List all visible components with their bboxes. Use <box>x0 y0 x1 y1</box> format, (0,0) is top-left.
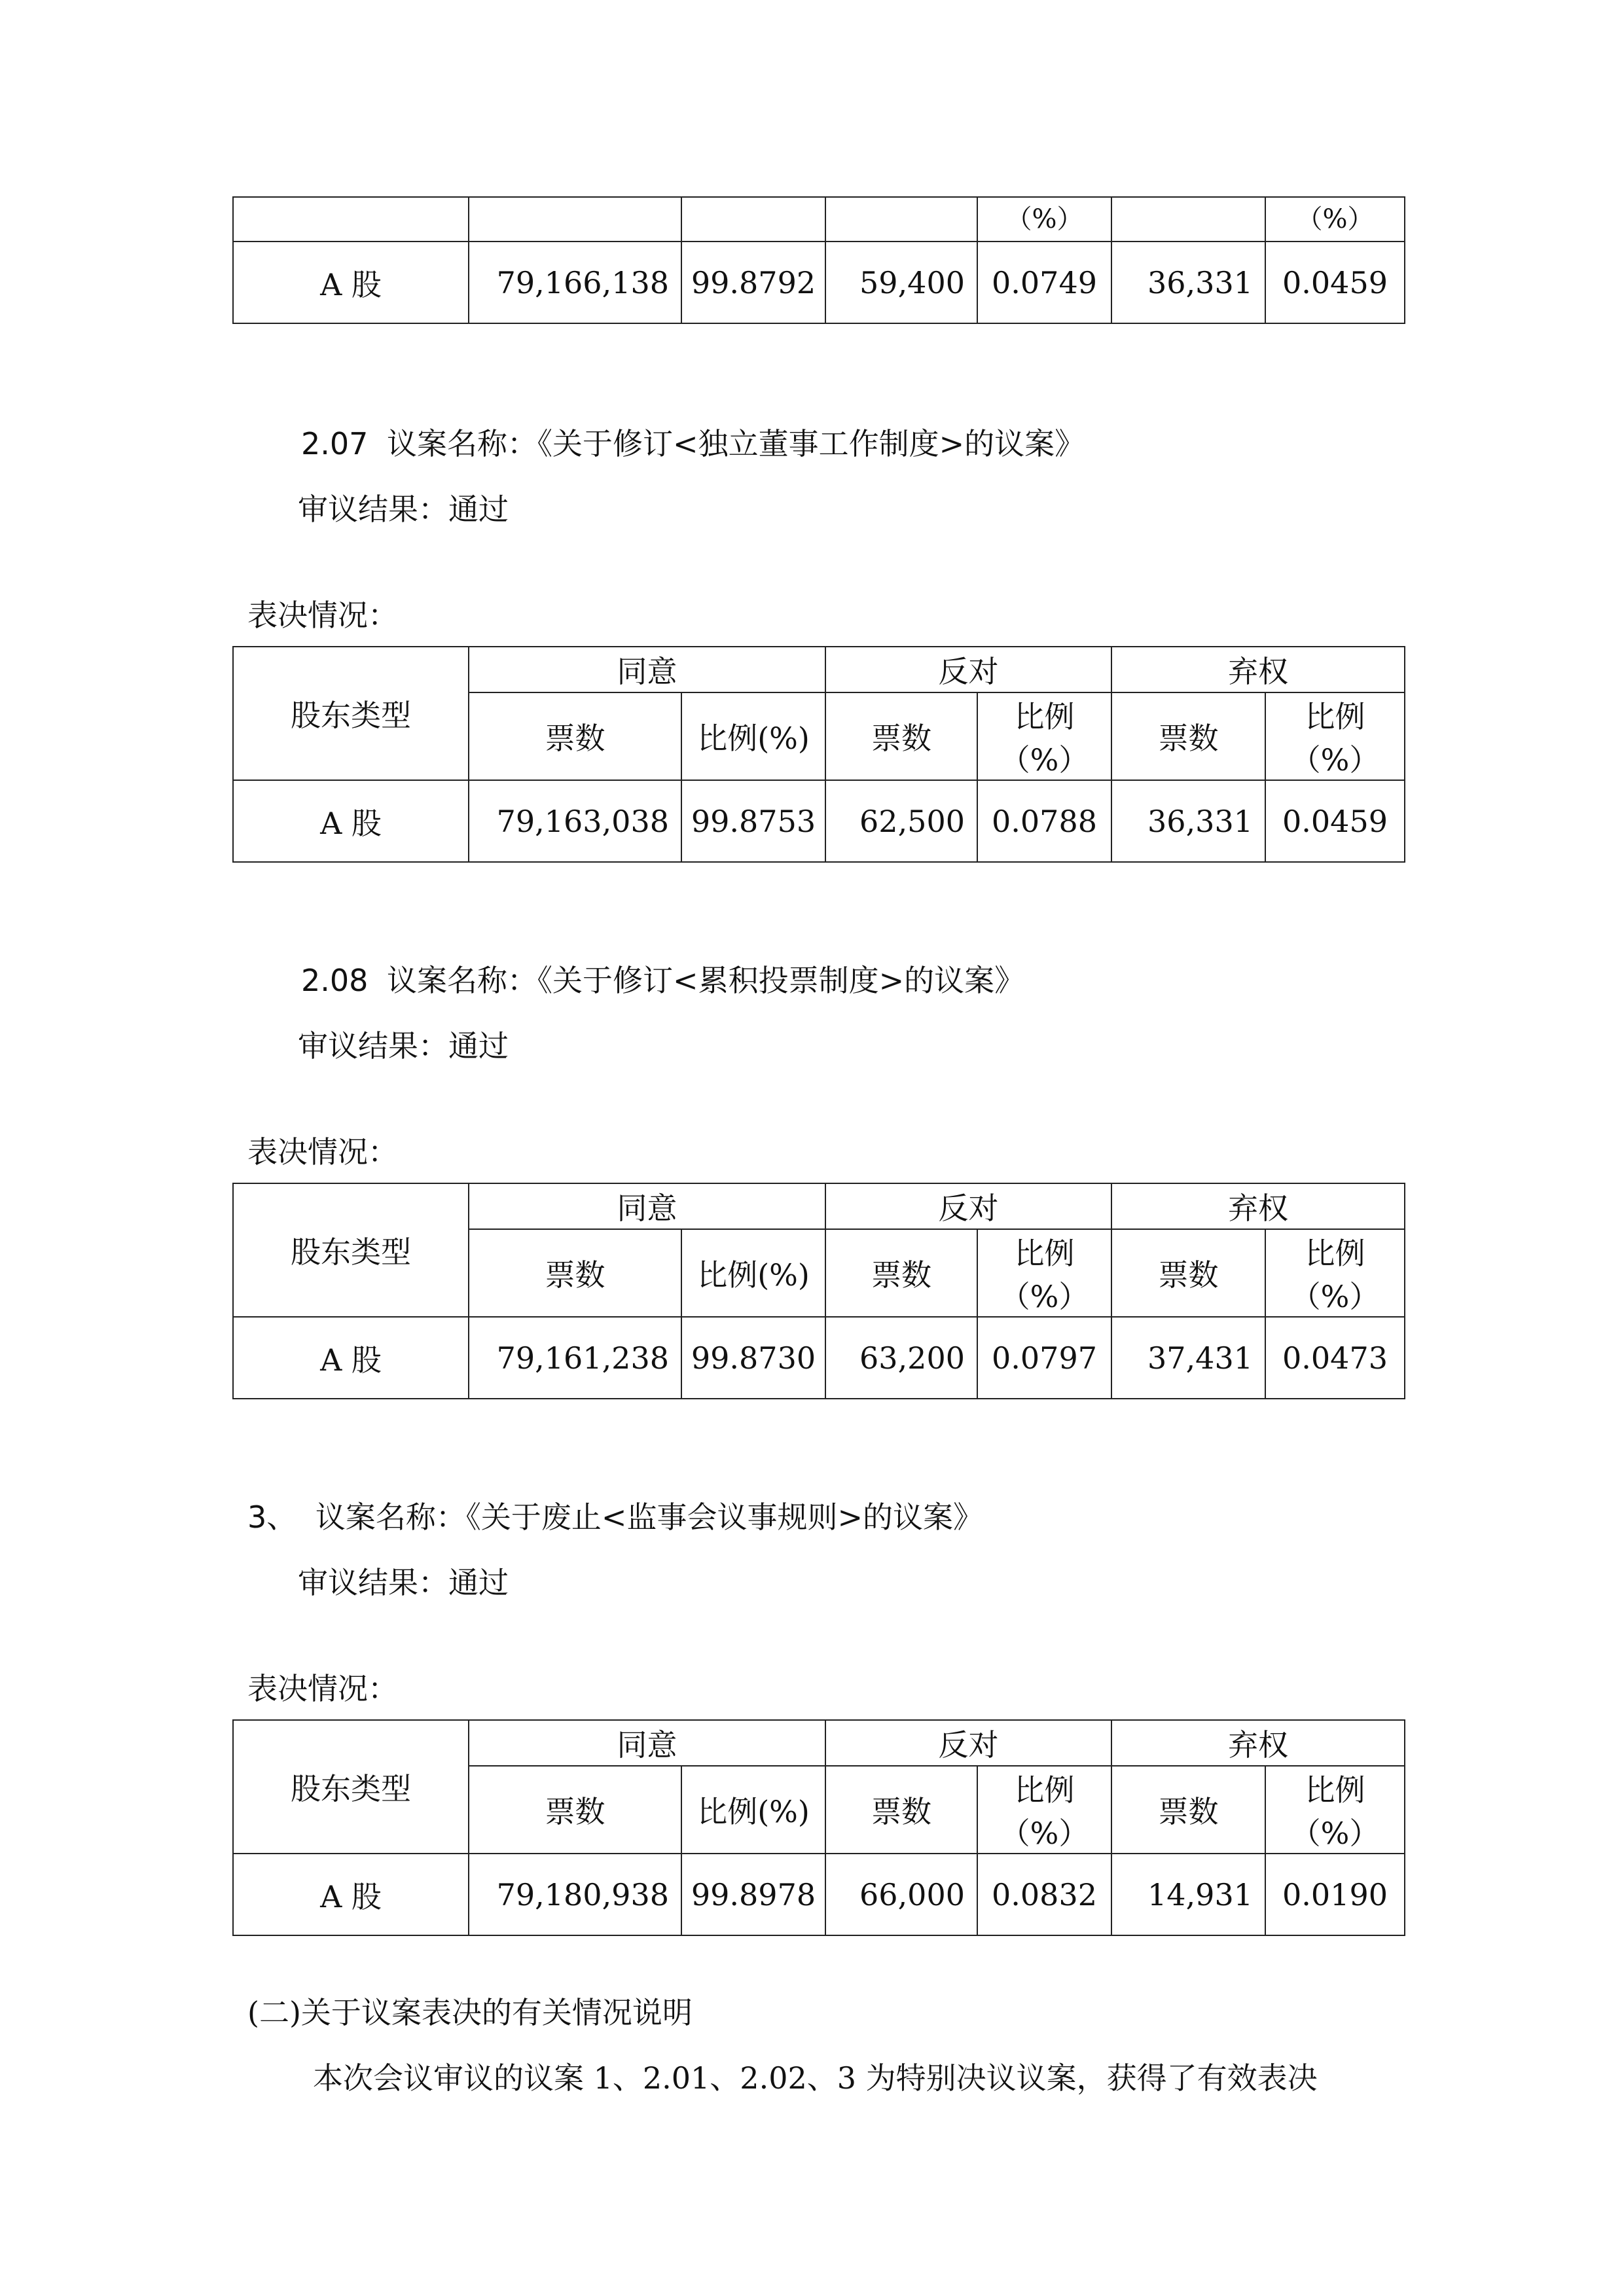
agree-votes-cell: 79,180,938 <box>469 1854 681 1935</box>
ratio-header: 比例(%) <box>681 1229 825 1317</box>
against-votes-cell: 59,400 <box>825 242 977 323</box>
table-row <box>233 242 1405 323</box>
vote-table-3 <box>232 1719 1405 1936</box>
votes-header: 票数 <box>825 1766 977 1854</box>
agree-pct-cell: 99.8730 <box>681 1317 825 1399</box>
header-cell <box>233 197 469 242</box>
proposal-heading-3 <box>247 1499 983 1535</box>
votes-header: 票数 <box>469 1766 681 1854</box>
agree-pct-cell: 99.8978 <box>681 1854 825 1935</box>
header-cell <box>825 197 977 242</box>
abstain-pct-cell: 0.0190 <box>1265 1854 1405 1935</box>
table-row <box>233 1317 1405 1399</box>
header-cell: （%） <box>977 197 1111 242</box>
votes-header: 票数 <box>469 692 681 780</box>
shareholder-type-cell: A 股 <box>233 780 469 862</box>
vote-table-2-07 <box>232 646 1405 863</box>
shareholder-type-cell: A 股 <box>233 1317 469 1399</box>
ratio-header: 比例 （%） <box>1265 1229 1405 1317</box>
agree-pct-cell: 99.8753 <box>681 780 825 862</box>
agree-votes-cell: 79,166,138 <box>469 242 681 323</box>
abstain-header: 弃权 <box>1111 1720 1405 1766</box>
abstain-votes-cell: 36,331 <box>1111 242 1265 323</box>
header-cell: （%） <box>1265 197 1405 242</box>
proposal-result: 审议结果：通过 <box>298 1565 509 1600</box>
explanation-body: 本次会议审议的议案 1、2.01、2.02、3 为特别决议议案，获得了有效表决 <box>313 2060 1318 2096</box>
shareholder-type-cell: A 股 <box>233 1854 469 1935</box>
abstain-header: 弃权 <box>1111 647 1405 692</box>
against-votes-cell: 63,200 <box>825 1317 977 1399</box>
against-header: 反对 <box>825 1720 1111 1766</box>
proposal-result: 审议结果：通过 <box>298 492 509 527</box>
abstain-pct-cell: 0.0459 <box>1265 780 1405 862</box>
vote-label: 表决情况： <box>247 598 398 633</box>
votes-header: 票数 <box>1111 1229 1265 1317</box>
vote-label: 表决情况： <box>247 1134 398 1170</box>
ratio-header: 比例(%) <box>681 692 825 780</box>
shareholder-type-header: 股东类型 <box>233 1720 469 1854</box>
abstain-votes-cell: 37,431 <box>1111 1317 1265 1399</box>
agree-header: 同意 <box>469 647 825 692</box>
ratio-header: 比例 （%） <box>1265 1766 1405 1854</box>
ratio-header: 比例(%) <box>681 1766 825 1854</box>
vote-label: 表决情况： <box>247 1671 398 1706</box>
against-pct-cell: 0.0832 <box>977 1854 1111 1935</box>
table-row <box>233 780 1405 862</box>
proposal-title: 议案名称：《关于废止<监事会议事规则>的议案》 <box>315 1499 983 1535</box>
ratio-header: 比例 （%） <box>977 692 1111 780</box>
against-pct-cell: 0.0788 <box>977 780 1111 862</box>
against-header: 反对 <box>825 1183 1111 1229</box>
agree-header: 同意 <box>469 1720 825 1766</box>
proposal-number: 2.08 <box>301 963 369 998</box>
abstain-pct-cell: 0.0473 <box>1265 1317 1405 1399</box>
header-cell <box>681 197 825 242</box>
abstain-pct-cell: 0.0459 <box>1265 242 1405 323</box>
shareholder-type-header: 股东类型 <box>233 1183 469 1317</box>
abstain-votes-cell: 36,331 <box>1111 780 1265 862</box>
votes-header: 票数 <box>469 1229 681 1317</box>
agree-votes-cell: 79,161,238 <box>469 1317 681 1399</box>
votes-header: 票数 <box>1111 692 1265 780</box>
proposal-result: 审议结果：通过 <box>298 1028 509 1064</box>
proposal-heading-2-08 <box>301 965 1024 996</box>
proposal-number: 2.07 <box>301 426 369 461</box>
explanation-heading: (二)关于议案表决的有关情况说明 <box>247 1995 693 2030</box>
abstain-votes-cell: 14,931 <box>1111 1854 1265 1935</box>
proposal-heading-2-07 <box>301 426 1085 461</box>
proposal-number: 3、 <box>247 1499 297 1535</box>
ratio-header: 比例 （%） <box>1265 692 1405 780</box>
against-votes-cell: 62,500 <box>825 780 977 862</box>
header-cell <box>1111 197 1265 242</box>
ratio-header: 比例 （%） <box>977 1766 1111 1854</box>
agree-pct-cell: 99.8792 <box>681 242 825 323</box>
votes-header: 票数 <box>1111 1766 1265 1854</box>
ratio-header: 比例 （%） <box>977 1229 1111 1317</box>
shareholder-type-cell: A 股 <box>233 242 469 323</box>
votes-header: 票数 <box>825 1229 977 1317</box>
against-pct-cell: 0.0797 <box>977 1317 1111 1399</box>
abstain-header: 弃权 <box>1111 1183 1405 1229</box>
header-cell <box>469 197 681 242</box>
proposal-title: 议案名称：《关于修订<累积投票制度>的议案》 <box>387 963 1025 998</box>
table-row <box>233 1854 1405 1935</box>
proposal-title: 议案名称：《关于修订<独立董事工作制度>的议案》 <box>387 426 1085 461</box>
agree-header: 同意 <box>469 1183 825 1229</box>
vote-table-continued <box>232 196 1405 324</box>
against-pct-cell: 0.0749 <box>977 242 1111 323</box>
against-header: 反对 <box>825 647 1111 692</box>
votes-header: 票数 <box>825 692 977 780</box>
shareholder-type-header: 股东类型 <box>233 647 469 780</box>
agree-votes-cell: 79,163,038 <box>469 780 681 862</box>
against-votes-cell: 66,000 <box>825 1854 977 1935</box>
vote-table-2-08 <box>232 1183 1405 1399</box>
